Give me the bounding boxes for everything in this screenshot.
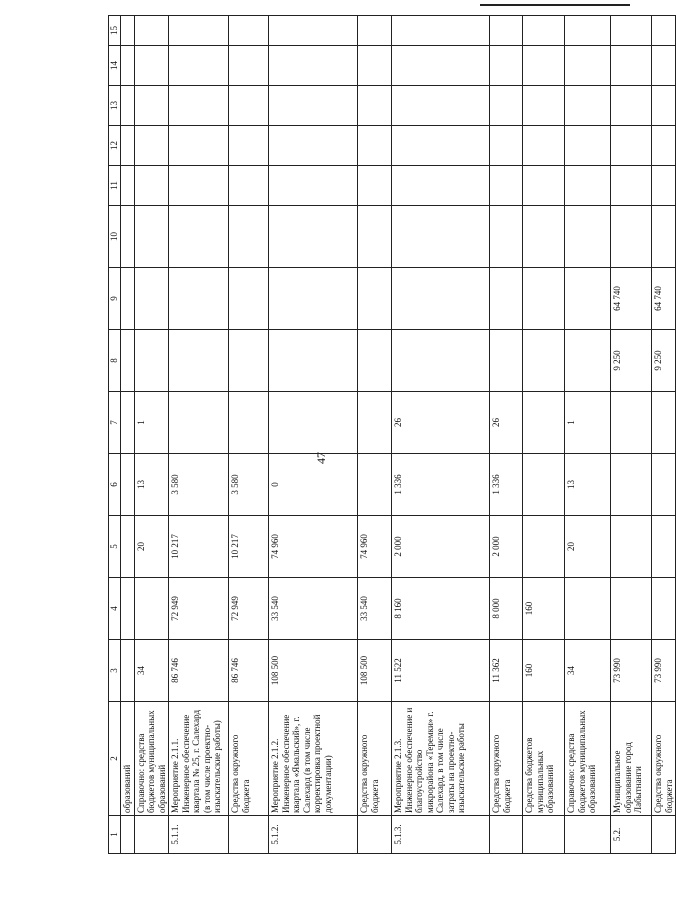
- row-code-cell: [358, 816, 392, 854]
- value-cell: [169, 166, 229, 206]
- column-number-8: 8: [109, 330, 121, 392]
- table-row: [358, 16, 392, 854]
- row-label-cell: Мероприятие 2.1.2. Инженерное обеспечение квартала «Ямальский», г. Салехард (в том числе корректировка проектной документации): [269, 702, 358, 816]
- value-cell: 1 336: [490, 454, 523, 516]
- value-cell: 20: [565, 516, 611, 578]
- value-cell: [523, 86, 565, 126]
- value-cell: [169, 206, 229, 268]
- value-cell: [134, 166, 169, 206]
- value-cell: [490, 86, 523, 126]
- value-cell: [392, 206, 490, 268]
- row-label-cell: Справочно: средства бюджетов муниципальных образований: [565, 702, 611, 816]
- value-cell: [358, 126, 392, 166]
- value-cell: 0: [269, 454, 358, 516]
- value-cell: [490, 268, 523, 330]
- value-cell: [490, 206, 523, 268]
- value-cell: [358, 46, 392, 86]
- value-cell: [134, 206, 169, 268]
- value-cell: [392, 268, 490, 330]
- value-cell: [392, 16, 490, 46]
- row-code-cell: 5.1.2.: [269, 816, 358, 854]
- column-number-13: 13: [109, 86, 121, 126]
- value-cell: [652, 166, 676, 206]
- column-number-1: 1: [109, 816, 121, 854]
- column-number-3: 3: [109, 640, 121, 702]
- value-cell: [121, 16, 135, 46]
- row-code-cell: [229, 816, 269, 854]
- value-cell: [121, 392, 135, 454]
- row-label-cell: Средства окружного бюджета: [490, 702, 523, 816]
- value-cell: [229, 86, 269, 126]
- value-cell: [652, 578, 676, 640]
- column-number-2: 2: [109, 702, 121, 816]
- value-cell: [169, 330, 229, 392]
- value-cell: [392, 46, 490, 86]
- table-body: [109, 16, 676, 854]
- value-cell: [121, 640, 135, 702]
- value-cell: 1 336: [392, 454, 490, 516]
- value-cell: [358, 330, 392, 392]
- value-cell: 26: [490, 392, 523, 454]
- value-cell: [121, 516, 135, 578]
- value-cell: 20: [134, 516, 169, 578]
- value-cell: [490, 46, 523, 86]
- value-cell: 72 949: [169, 578, 229, 640]
- value-cell: [611, 206, 652, 268]
- value-cell: [134, 46, 169, 86]
- value-cell: 2 000: [490, 516, 523, 578]
- value-cell: [269, 86, 358, 126]
- value-cell: [565, 46, 611, 86]
- value-cell: [121, 126, 135, 166]
- value-cell: 8 000: [490, 578, 523, 640]
- value-cell: 11 522: [392, 640, 490, 702]
- value-cell: [523, 206, 565, 268]
- rotated-table-frame: [108, 15, 676, 854]
- column-number-4: 4: [109, 578, 121, 640]
- value-cell: [490, 166, 523, 206]
- value-cell: 64 740: [652, 268, 676, 330]
- value-cell: [523, 16, 565, 46]
- value-cell: 9 250: [611, 330, 652, 392]
- column-number-6: 6: [109, 454, 121, 516]
- value-cell: [652, 16, 676, 46]
- value-cell: [121, 86, 135, 126]
- value-cell: 74 960: [269, 516, 358, 578]
- table-row: [229, 16, 269, 854]
- value-cell: 11 362: [490, 640, 523, 702]
- value-cell: [169, 392, 229, 454]
- row-code-cell: 5.1.3.: [392, 816, 490, 854]
- value-cell: 1: [134, 392, 169, 454]
- value-cell: [523, 454, 565, 516]
- value-cell: [611, 166, 652, 206]
- value-cell: [523, 126, 565, 166]
- row-label-cell: Справочно: средства бюджетов муниципальных образований: [134, 702, 169, 816]
- row-label-cell: образований: [121, 702, 135, 816]
- value-cell: 160: [523, 640, 565, 702]
- row-label-cell: Средства бюджетов муниципальных образований: [523, 702, 565, 816]
- value-cell: [652, 516, 676, 578]
- value-cell: [134, 330, 169, 392]
- value-cell: [611, 16, 652, 46]
- value-cell: [490, 126, 523, 166]
- value-cell: [565, 16, 611, 46]
- value-cell: [269, 166, 358, 206]
- value-cell: [652, 392, 676, 454]
- value-cell: 9 250: [652, 330, 676, 392]
- value-cell: [523, 330, 565, 392]
- value-cell: [358, 454, 392, 516]
- value-cell: 160: [523, 578, 565, 640]
- value-cell: [611, 392, 652, 454]
- value-cell: [652, 206, 676, 268]
- value-cell: [229, 206, 269, 268]
- column-number-11: 11: [109, 166, 121, 206]
- value-cell: [392, 330, 490, 392]
- value-cell: [392, 86, 490, 126]
- table-row: [134, 16, 169, 854]
- row-label-cell: Мероприятие 2.1.1. Инженерное обеспечение квартала № 25, г. Салехард (в том числе проектно-изыскательские работы): [169, 702, 229, 816]
- value-cell: [229, 16, 269, 46]
- value-cell: [490, 16, 523, 46]
- row-code-cell: [121, 816, 135, 854]
- value-cell: [169, 126, 229, 166]
- value-cell: 8 160: [392, 578, 490, 640]
- value-cell: 74 960: [358, 516, 392, 578]
- value-cell: [611, 578, 652, 640]
- value-cell: [652, 126, 676, 166]
- value-cell: 86 746: [229, 640, 269, 702]
- value-cell: [134, 16, 169, 46]
- value-cell: [611, 454, 652, 516]
- value-cell: [523, 392, 565, 454]
- value-cell: [358, 392, 392, 454]
- value-cell: 10 217: [229, 516, 269, 578]
- row-code-cell: [134, 816, 169, 854]
- value-cell: [121, 578, 135, 640]
- value-cell: [229, 126, 269, 166]
- value-cell: [358, 268, 392, 330]
- value-cell: 73 990: [652, 640, 676, 702]
- value-cell: [565, 166, 611, 206]
- column-number-10: 10: [109, 206, 121, 268]
- value-cell: 13: [565, 454, 611, 516]
- page-number: 47: [314, 452, 328, 464]
- value-cell: [652, 86, 676, 126]
- value-cell: [121, 330, 135, 392]
- value-cell: [652, 454, 676, 516]
- value-cell: [523, 516, 565, 578]
- table-row: [392, 16, 490, 854]
- table-row: [565, 16, 611, 854]
- row-code-cell: [652, 816, 676, 854]
- value-cell: [358, 86, 392, 126]
- value-cell: 13: [134, 454, 169, 516]
- value-cell: [269, 268, 358, 330]
- value-cell: 108 500: [269, 640, 358, 702]
- value-cell: [169, 46, 229, 86]
- column-number-9: 9: [109, 268, 121, 330]
- value-cell: [229, 46, 269, 86]
- value-cell: [269, 126, 358, 166]
- column-number-14: 14: [109, 46, 121, 86]
- value-cell: [169, 86, 229, 126]
- value-cell: 2 000: [392, 516, 490, 578]
- column-number-12: 12: [109, 126, 121, 166]
- value-cell: [392, 166, 490, 206]
- value-cell: [121, 206, 135, 268]
- value-cell: [523, 268, 565, 330]
- value-cell: 3 580: [229, 454, 269, 516]
- value-cell: 3 580: [169, 454, 229, 516]
- value-cell: [134, 86, 169, 126]
- value-cell: [121, 166, 135, 206]
- value-cell: [611, 46, 652, 86]
- value-cell: [121, 454, 135, 516]
- value-cell: [169, 16, 229, 46]
- value-cell: [652, 46, 676, 86]
- value-cell: [392, 126, 490, 166]
- table-header-row: [109, 16, 121, 854]
- value-cell: 33 540: [358, 578, 392, 640]
- row-code-cell: [565, 816, 611, 854]
- value-cell: [269, 46, 358, 86]
- row-label-cell: Средства окружного бюджета: [229, 702, 269, 816]
- value-cell: [611, 516, 652, 578]
- table-row: [169, 16, 229, 854]
- value-cell: [565, 126, 611, 166]
- value-cell: [229, 392, 269, 454]
- row-code-cell: 5.2.: [611, 816, 652, 854]
- value-cell: [269, 392, 358, 454]
- value-cell: [134, 578, 169, 640]
- value-cell: [523, 46, 565, 86]
- row-label-cell: Муниципальное образование город Лабытнанги: [611, 702, 652, 816]
- value-cell: [565, 578, 611, 640]
- value-cell: [565, 330, 611, 392]
- value-cell: 26: [392, 392, 490, 454]
- value-cell: 108 500: [358, 640, 392, 702]
- table-row: [269, 16, 358, 854]
- value-cell: [229, 166, 269, 206]
- value-cell: 73 990: [611, 640, 652, 702]
- column-number-15: 15: [109, 16, 121, 46]
- value-cell: [229, 330, 269, 392]
- value-cell: [565, 268, 611, 330]
- value-cell: [269, 16, 358, 46]
- row-label-cell: Средства окружного бюджета: [358, 702, 392, 816]
- row-label-cell: Средства окружного бюджета: [652, 702, 676, 816]
- value-cell: 86 746: [169, 640, 229, 702]
- value-cell: 10 217: [169, 516, 229, 578]
- value-cell: 64 740: [611, 268, 652, 330]
- budget-table: [108, 15, 676, 854]
- value-cell: [523, 166, 565, 206]
- value-cell: [134, 126, 169, 166]
- value-cell: [611, 86, 652, 126]
- table-row: [523, 16, 565, 854]
- value-cell: [611, 126, 652, 166]
- table-row: [652, 16, 676, 854]
- value-cell: [121, 268, 135, 330]
- value-cell: [358, 206, 392, 268]
- column-number-5: 5: [109, 516, 121, 578]
- column-number-7: 7: [109, 392, 121, 454]
- value-cell: 33 540: [269, 578, 358, 640]
- table-row: [490, 16, 523, 854]
- value-cell: 72 949: [229, 578, 269, 640]
- scan-edge-mark: [480, 4, 630, 6]
- row-label-cell: Мероприятие 2.1.3. Инженерное обеспечение и благоустройство микрорайона «Теремки» г. Салехард, в том числе затраты на проектно-изыскательские работы: [392, 702, 490, 816]
- row-code-cell: 5.1.1.: [169, 816, 229, 854]
- value-cell: [169, 268, 229, 330]
- value-cell: [269, 206, 358, 268]
- value-cell: [565, 86, 611, 126]
- value-cell: 1: [565, 392, 611, 454]
- value-cell: [490, 330, 523, 392]
- row-code-cell: [523, 816, 565, 854]
- value-cell: [358, 166, 392, 206]
- row-code-cell: [490, 816, 523, 854]
- value-cell: [229, 268, 269, 330]
- value-cell: [358, 16, 392, 46]
- value-cell: [121, 46, 135, 86]
- table-row: [611, 16, 652, 854]
- value-cell: 34: [565, 640, 611, 702]
- value-cell: [134, 268, 169, 330]
- table-row: [121, 16, 135, 854]
- value-cell: 34: [134, 640, 169, 702]
- value-cell: [565, 206, 611, 268]
- value-cell: [269, 330, 358, 392]
